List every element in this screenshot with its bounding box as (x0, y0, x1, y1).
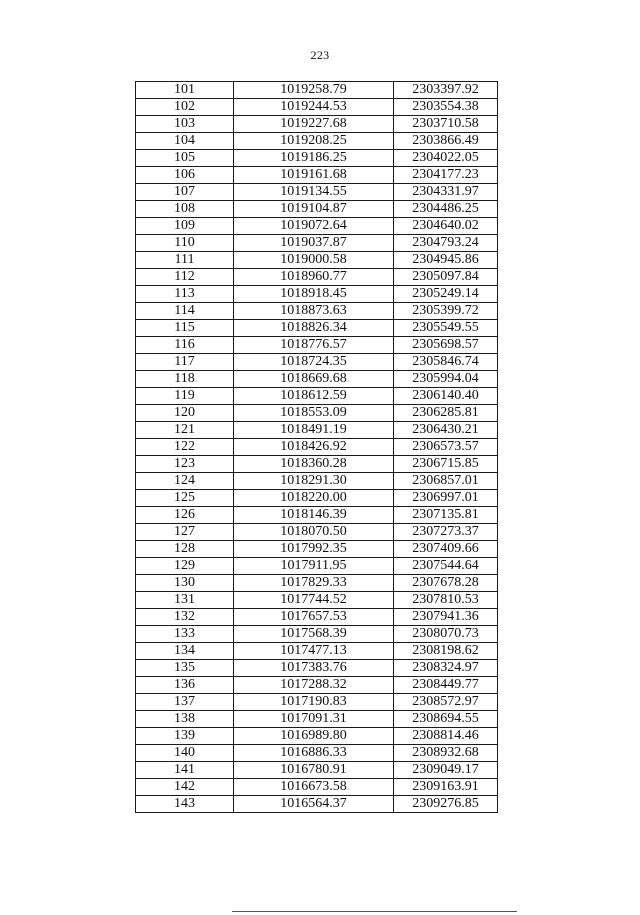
x-coordinate-cell: 1016673.58 (234, 779, 394, 796)
y-coordinate-cell: 2307810.53 (394, 592, 498, 609)
point-number-cell: 140 (136, 745, 234, 762)
table-row (136, 320, 498, 337)
point-number-cell: 115 (136, 320, 234, 337)
x-coordinate-cell: 1017911.95 (234, 558, 394, 575)
y-coordinate-cell: 2308198.62 (394, 643, 498, 660)
point-number-cell: 129 (136, 558, 234, 575)
y-coordinate-cell: 2309163.91 (394, 779, 498, 796)
y-coordinate-cell: 2309049.17 (394, 762, 498, 779)
y-coordinate-cell: 2304331.97 (394, 184, 498, 201)
table-row (136, 507, 498, 524)
table-row (136, 354, 498, 371)
point-number-cell: 113 (136, 286, 234, 303)
table-row (136, 286, 498, 303)
point-number-cell: 143 (136, 796, 234, 813)
table-row (136, 694, 498, 711)
point-number-cell: 135 (136, 660, 234, 677)
point-number-cell: 118 (136, 371, 234, 388)
point-number-cell: 108 (136, 201, 234, 218)
table-row (136, 626, 498, 643)
point-number-cell: 104 (136, 133, 234, 150)
x-coordinate-cell: 1016564.37 (234, 796, 394, 813)
x-coordinate-cell: 1019134.55 (234, 184, 394, 201)
point-number-cell: 119 (136, 388, 234, 405)
y-coordinate-cell: 2306857.01 (394, 473, 498, 490)
table-row (136, 609, 498, 626)
y-coordinate-cell: 2303866.49 (394, 133, 498, 150)
x-coordinate-cell: 1018360.28 (234, 456, 394, 473)
x-coordinate-cell: 1018918.45 (234, 286, 394, 303)
table-row (136, 303, 498, 320)
y-coordinate-cell: 2306285.81 (394, 405, 498, 422)
point-number-cell: 141 (136, 762, 234, 779)
point-number-cell: 105 (136, 150, 234, 167)
point-number-cell: 111 (136, 252, 234, 269)
y-coordinate-cell: 2307409.66 (394, 541, 498, 558)
point-number-cell: 109 (136, 218, 234, 235)
point-number-cell: 125 (136, 490, 234, 507)
y-coordinate-cell: 2307544.64 (394, 558, 498, 575)
x-coordinate-cell: 1019227.68 (234, 116, 394, 133)
point-number-cell: 127 (136, 524, 234, 541)
table-row (136, 779, 498, 796)
y-coordinate-cell: 2303554.38 (394, 99, 498, 116)
table-row (136, 235, 498, 252)
table-row (136, 524, 498, 541)
point-number-cell: 117 (136, 354, 234, 371)
point-number-cell: 124 (136, 473, 234, 490)
table-row (136, 762, 498, 779)
table-row (136, 133, 498, 150)
x-coordinate-cell: 1017829.33 (234, 575, 394, 592)
x-coordinate-cell: 1019104.87 (234, 201, 394, 218)
coordinates-table-body (136, 82, 498, 813)
table-row (136, 558, 498, 575)
point-number-cell: 112 (136, 269, 234, 286)
x-coordinate-cell: 1017190.83 (234, 694, 394, 711)
table-row (136, 82, 498, 99)
y-coordinate-cell: 2307273.37 (394, 524, 498, 541)
x-coordinate-cell: 1018724.35 (234, 354, 394, 371)
table-row (136, 116, 498, 133)
x-coordinate-cell: 1018491.19 (234, 422, 394, 439)
x-coordinate-cell: 1018873.63 (234, 303, 394, 320)
point-number-cell: 114 (136, 303, 234, 320)
y-coordinate-cell: 2304022.05 (394, 150, 498, 167)
table-row (136, 269, 498, 286)
point-number-cell: 116 (136, 337, 234, 354)
y-coordinate-cell: 2308324.97 (394, 660, 498, 677)
x-coordinate-cell: 1019186.25 (234, 150, 394, 167)
x-coordinate-cell: 1019037.87 (234, 235, 394, 252)
x-coordinate-cell: 1017744.52 (234, 592, 394, 609)
x-coordinate-cell: 1017091.31 (234, 711, 394, 728)
table-row (136, 711, 498, 728)
x-coordinate-cell: 1017477.13 (234, 643, 394, 660)
table-row (136, 490, 498, 507)
point-number-cell: 138 (136, 711, 234, 728)
table-row (136, 575, 498, 592)
y-coordinate-cell: 2306715.85 (394, 456, 498, 473)
y-coordinate-cell: 2303397.92 (394, 82, 498, 99)
y-coordinate-cell: 2306997.01 (394, 490, 498, 507)
table-row (136, 660, 498, 677)
table-row (136, 728, 498, 745)
page-number: 223 (310, 48, 330, 62)
x-coordinate-cell: 1018426.92 (234, 439, 394, 456)
x-coordinate-cell: 1019258.79 (234, 82, 394, 99)
point-number-cell: 122 (136, 439, 234, 456)
y-coordinate-cell: 2308572.97 (394, 694, 498, 711)
point-number-cell: 139 (136, 728, 234, 745)
x-coordinate-cell: 1018070.50 (234, 524, 394, 541)
table-row (136, 796, 498, 813)
table-row (136, 371, 498, 388)
point-number-cell: 128 (136, 541, 234, 558)
x-coordinate-cell: 1018553.09 (234, 405, 394, 422)
y-coordinate-cell: 2308932.68 (394, 745, 498, 762)
point-number-cell: 134 (136, 643, 234, 660)
y-coordinate-cell: 2307941.36 (394, 609, 498, 626)
x-coordinate-cell: 1016989.80 (234, 728, 394, 745)
x-coordinate-cell: 1017568.39 (234, 626, 394, 643)
x-coordinate-cell: 1019208.25 (234, 133, 394, 150)
table-row (136, 473, 498, 490)
coordinates-table (135, 81, 498, 813)
y-coordinate-cell: 2305249.14 (394, 286, 498, 303)
point-number-cell: 106 (136, 167, 234, 184)
point-number-cell: 130 (136, 575, 234, 592)
table-row (136, 745, 498, 762)
x-coordinate-cell: 1018826.34 (234, 320, 394, 337)
point-number-cell: 126 (136, 507, 234, 524)
table-row (136, 405, 498, 422)
x-coordinate-cell: 1018220.00 (234, 490, 394, 507)
point-number-cell: 101 (136, 82, 234, 99)
point-number-cell: 132 (136, 609, 234, 626)
x-coordinate-cell: 1018291.30 (234, 473, 394, 490)
x-coordinate-cell: 1016780.91 (234, 762, 394, 779)
point-number-cell: 133 (136, 626, 234, 643)
y-coordinate-cell: 2308449.77 (394, 677, 498, 694)
point-number-cell: 107 (136, 184, 234, 201)
y-coordinate-cell: 2305549.55 (394, 320, 498, 337)
y-coordinate-cell: 2308814.46 (394, 728, 498, 745)
x-coordinate-cell: 1017992.35 (234, 541, 394, 558)
y-coordinate-cell: 2305994.04 (394, 371, 498, 388)
point-number-cell: 137 (136, 694, 234, 711)
x-coordinate-cell: 1017657.53 (234, 609, 394, 626)
table-row (136, 184, 498, 201)
x-coordinate-cell: 1018669.68 (234, 371, 394, 388)
y-coordinate-cell: 2305698.57 (394, 337, 498, 354)
x-coordinate-cell: 1017288.32 (234, 677, 394, 694)
table-row (136, 201, 498, 218)
point-number-cell: 136 (136, 677, 234, 694)
table-row (136, 456, 498, 473)
y-coordinate-cell: 2305399.72 (394, 303, 498, 320)
table-row (136, 99, 498, 116)
table-row (136, 677, 498, 694)
y-coordinate-cell: 2303710.58 (394, 116, 498, 133)
x-coordinate-cell: 1018960.77 (234, 269, 394, 286)
x-coordinate-cell: 1019072.64 (234, 218, 394, 235)
point-number-cell: 123 (136, 456, 234, 473)
y-coordinate-cell: 2305846.74 (394, 354, 498, 371)
table-row (136, 388, 498, 405)
table-row (136, 643, 498, 660)
y-coordinate-cell: 2306573.57 (394, 439, 498, 456)
x-coordinate-cell: 1017383.76 (234, 660, 394, 677)
y-coordinate-cell: 2306140.40 (394, 388, 498, 405)
y-coordinate-cell: 2307678.28 (394, 575, 498, 592)
x-coordinate-cell: 1018146.39 (234, 507, 394, 524)
table-row (136, 422, 498, 439)
x-coordinate-cell: 1018612.59 (234, 388, 394, 405)
y-coordinate-cell: 2304945.86 (394, 252, 498, 269)
point-number-cell: 103 (136, 116, 234, 133)
point-number-cell: 121 (136, 422, 234, 439)
x-coordinate-cell: 1016886.33 (234, 745, 394, 762)
table-row (136, 150, 498, 167)
table-row (136, 337, 498, 354)
y-coordinate-cell: 2308070.73 (394, 626, 498, 643)
point-number-cell: 102 (136, 99, 234, 116)
point-number-cell: 131 (136, 592, 234, 609)
point-number-cell: 142 (136, 779, 234, 796)
x-coordinate-cell: 1019161.68 (234, 167, 394, 184)
y-coordinate-cell: 2304486.25 (394, 201, 498, 218)
y-coordinate-cell: 2304640.02 (394, 218, 498, 235)
table-row (136, 218, 498, 235)
y-coordinate-cell: 2308694.55 (394, 711, 498, 728)
x-coordinate-cell: 1019000.58 (234, 252, 394, 269)
table-row (136, 252, 498, 269)
point-number-cell: 120 (136, 405, 234, 422)
x-coordinate-cell: 1018776.57 (234, 337, 394, 354)
table-row (136, 439, 498, 456)
table-row (136, 541, 498, 558)
table-row (136, 592, 498, 609)
x-coordinate-cell: 1019244.53 (234, 99, 394, 116)
y-coordinate-cell: 2304177.23 (394, 167, 498, 184)
y-coordinate-cell: 2304793.24 (394, 235, 498, 252)
y-coordinate-cell: 2309276.85 (394, 796, 498, 813)
y-coordinate-cell: 2306430.21 (394, 422, 498, 439)
point-number-cell: 110 (136, 235, 234, 252)
y-coordinate-cell: 2307135.81 (394, 507, 498, 524)
table-row (136, 167, 498, 184)
y-coordinate-cell: 2305097.84 (394, 269, 498, 286)
bottom-rule (232, 911, 517, 912)
